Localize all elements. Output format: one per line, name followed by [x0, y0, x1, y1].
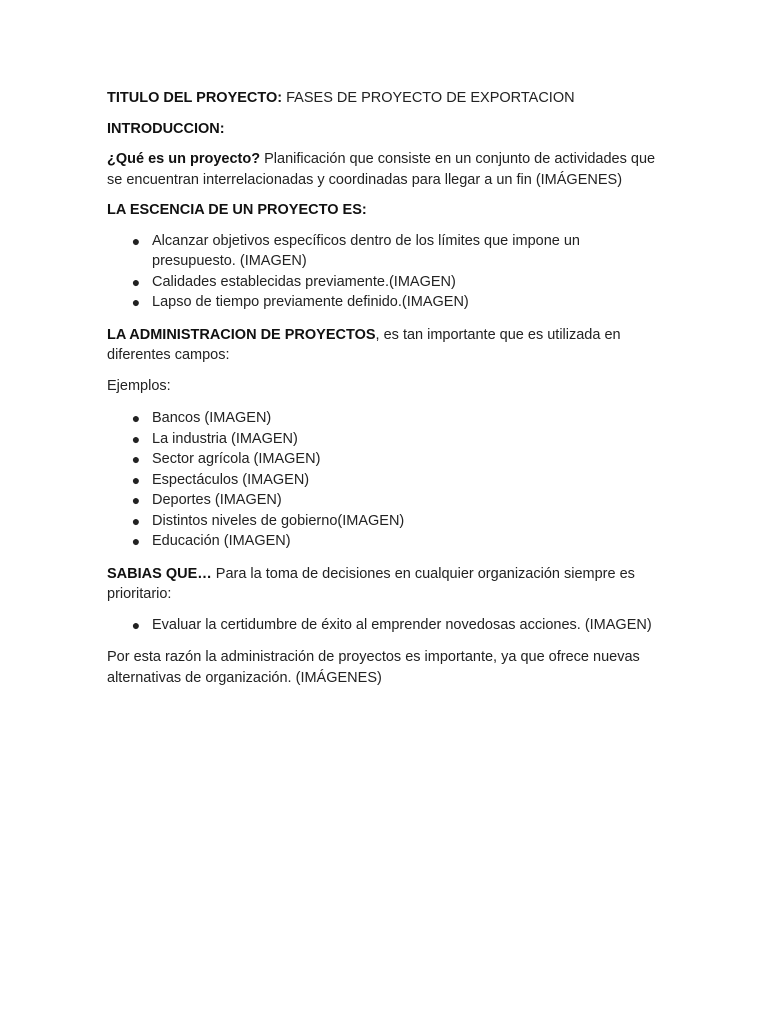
project-title-line — [107, 88, 667, 109]
bullet-icon: ● — [131, 492, 141, 508]
document-page — [107, 88, 667, 698]
bullet-icon: ● — [131, 273, 141, 290]
project-definition-text: Planificación que consiste en un conjunto de actividades que se encuentran interrelacionadas y coordinadas para llegar a un fin (IMÁGENES) — [107, 151, 656, 188]
bullet-icon: ● — [131, 430, 141, 447]
list-item: ● Distintos niveles de gobierno(IMAGEN) — [107, 511, 667, 532]
list-item: ● Evaluar la certidumbre de éxito al emprender novedosas acciones. (IMAGEN) — [107, 615, 667, 636]
project-definition-label: ¿Qué es un proyecto? — [107, 151, 261, 167]
list-item: ● La industria (IMAGEN) — [107, 429, 667, 450]
bullet-icon: ● — [131, 451, 141, 467]
list-item: ● Calidades establecidas previamente.(IMAGEN) — [107, 272, 667, 293]
bullet-icon: ● — [131, 410, 141, 426]
admin-paragraph — [107, 325, 667, 366]
bullet-icon: ● — [131, 471, 141, 488]
project-title-label: TITULO DEL PROYECTO: — [107, 90, 283, 106]
essence-heading: LA ESCENCIA DE UN PROYECTO ES: — [107, 202, 367, 218]
list-item: ● Educación (IMAGEN) — [107, 531, 667, 552]
list-item: ● Alcanzar objetivos específicos dentro de los límites que impone un presupuesto. (IMAGEN) — [131, 232, 580, 269]
list-item: ● Bancos (IMAGEN) — [107, 408, 667, 429]
closing-paragraph: Por esta razón la administración de proyectos es importante, ya que ofrece nuevas alternativas de organización. (IMÁGENES) — [107, 649, 640, 686]
list-item: ● Espectáculos (IMAGEN) — [107, 470, 667, 491]
admin-label: LA ADMINISTRACION DE PROYECTOS — [107, 326, 376, 343]
sabias-list — [107, 615, 667, 636]
intro-heading: INTRODUCCION: — [107, 120, 225, 137]
admin-text: , es tan importante que es utilizada en diferentes campos: — [107, 326, 621, 363]
examples-list — [107, 408, 667, 552]
bullet-icon: ● — [131, 616, 141, 633]
sabias-paragraph — [107, 564, 667, 605]
list-item: ● Sector agrícola (IMAGEN) — [107, 449, 667, 470]
list-item: ● Deportes (IMAGEN) — [107, 490, 667, 511]
bullet-icon: ● — [131, 533, 141, 549]
bullet-icon: ● — [131, 232, 141, 249]
essence-list — [107, 231, 667, 313]
bullet-icon: ● — [131, 512, 141, 529]
list-item: ● Lapso de tiempo previamente definido.(IMAGEN) — [107, 292, 667, 313]
examples-label: Ejemplos: — [107, 377, 171, 394]
sabias-label: SABIAS QUE… — [107, 565, 212, 582]
project-title-value: FASES DE PROYECTO DE EXPORTACION — [282, 90, 575, 106]
bullet-icon: ● — [131, 294, 141, 310]
project-definition — [107, 149, 667, 190]
sabias-text: Para la toma de decisiones en cualquier organización siempre es prioritario: — [107, 565, 635, 602]
